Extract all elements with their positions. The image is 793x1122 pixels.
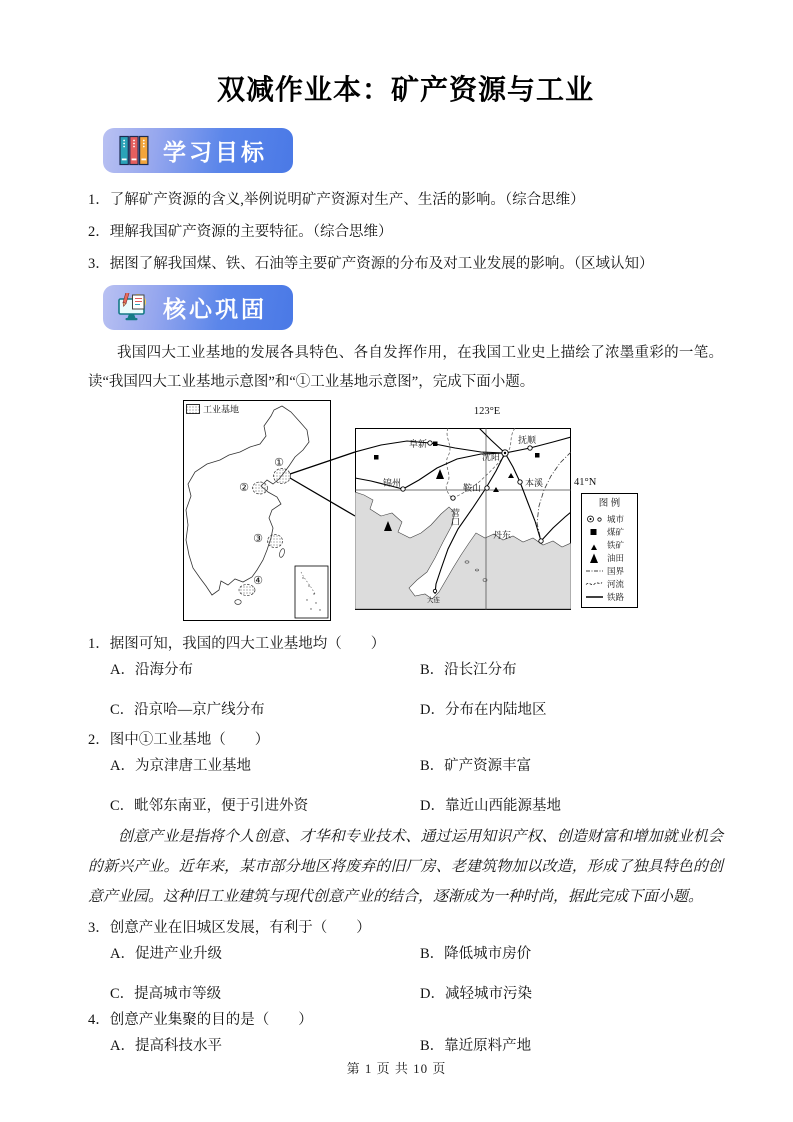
latitude-label: 41°N	[574, 477, 597, 488]
question-3-stem: 3．创意产业在旧城区发展，有利于（ ）	[88, 920, 371, 936]
core-badge	[103, 285, 293, 330]
question-2-options	[88, 756, 723, 816]
industrial-base-detail-map	[355, 428, 571, 610]
intro-paragraph: 我国四大工业基地的发展各具特色、各自发挥作用，在我国工业史上描绘了浓墨重彩的一笔。读“我国四大工业基地示意图”和“①工业基地示意图”，完成下面小题。	[88, 345, 723, 390]
question-3-option-d: D．减轻城市污染	[420, 986, 532, 1002]
city-label-shenyang: 沈阳	[482, 452, 501, 462]
legend-item-oil: 油田	[607, 553, 625, 563]
base-label-2: ②	[239, 482, 249, 494]
city-label-fushun: 抚顺	[518, 435, 537, 445]
question-1-option-c: C．沿京哈—京广线分布	[110, 702, 265, 718]
longitude-label: 123°E	[473, 406, 501, 417]
objective-item: 1．了解矿产资源的含义,举例说明矿产资源对生产、生活的影响。（综合思维）	[88, 192, 585, 208]
objectives-badge	[103, 128, 293, 173]
question-4-option-a: A．提高科技水平	[110, 1038, 222, 1054]
question-3-options	[88, 944, 723, 1004]
legend-item-iron: 铁矿	[607, 540, 625, 550]
china-overview-map	[183, 400, 331, 621]
question-4-options	[88, 1036, 723, 1056]
page-title: 双减作业本：矿产资源与工业	[216, 74, 594, 105]
base-label-4: ④	[253, 575, 263, 587]
question-3	[88, 918, 723, 1004]
question-1-option-a: A．沿海分布	[110, 662, 193, 678]
city-label-dandong: 丹东	[493, 530, 512, 540]
city-label-jinzhou: 锦州	[383, 478, 402, 488]
question-2-stem: 2．图中①工业基地（ ）	[88, 732, 270, 748]
industrial-bases-legend-label: 工业基地	[203, 404, 240, 415]
question-4-stem: 4．创意产业集聚的目的是（ ）	[88, 1012, 313, 1028]
south-china-sea-inset	[295, 566, 328, 618]
city-label-yingkou: 营口	[450, 508, 460, 526]
core-badge-label: 核心巩固	[163, 296, 267, 322]
legend-item-city: 城市	[607, 514, 625, 524]
question-3-option-c: C．提高城市等级	[110, 986, 222, 1002]
question-2-option-a: A．为京津唐工业基地	[110, 758, 251, 774]
books-icon	[116, 133, 152, 169]
question-2-option-b: B．矿产资源丰富	[420, 758, 532, 774]
objective-item: 2．理解我国矿产资源的主要特征。（综合思维）	[88, 224, 393, 240]
legend-item-railway: 铁路	[607, 592, 625, 602]
legend-item-river: 河流	[607, 579, 625, 589]
question-1-options	[88, 660, 723, 720]
legend-item-coal: 煤矿	[607, 527, 625, 537]
base-label-3: ③	[253, 533, 263, 545]
city-label-anshan: 鞍山	[463, 483, 482, 493]
objectives-badge-label: 学习目标	[163, 139, 267, 165]
industrial-base-swatch	[187, 405, 200, 414]
map-legend	[581, 493, 638, 608]
question-3-option-b: B．降低城市房价	[420, 946, 532, 962]
question-2-option-d: D．靠近山西能源基地	[420, 798, 561, 814]
question-4	[88, 1010, 723, 1056]
base-label-1: ①	[274, 457, 284, 469]
question-1-option-d: D．分布在内陆地区	[420, 702, 547, 718]
question-4-option-b: B．靠近原料产地	[420, 1038, 532, 1054]
objective-item: 3．据图了解我国煤、铁、石油等主要矿产资源的分布及对工业发展的影响。（区域认知）	[88, 256, 654, 272]
city-label-benxi: 本溪	[525, 478, 544, 488]
legend-item-boundary: 国界	[607, 566, 625, 576]
question-1	[88, 634, 723, 720]
page-footer: 第 1 页 共 10 页	[346, 1061, 447, 1076]
objectives-list	[88, 184, 723, 280]
legend-title: 图 例	[598, 499, 621, 509]
question-1-option-b: B．沿长江分布	[420, 662, 517, 678]
question-1-stem: 1．据图可知，我国的四大工业基地均（ ）	[88, 636, 386, 652]
question-3-option-a: A．促进产业升级	[110, 946, 222, 962]
city-label-dalian: 大连	[427, 597, 440, 604]
city-label-fuxin: 阜新	[409, 439, 428, 449]
creative-intro-paragraph: 创意产业是指将个人创意、才华和专业技术、通过运用知识产权、创造财富和增加就业机会的新兴产业。近年来，某市部分地区将废弃的旧厂房、老建筑物加以改造，形成了独具特色的创意产业园。这种旧工业建筑与现代创意产业的结合，逐渐成为一种时尚，据此完成下面小题。	[88, 829, 723, 905]
maps-figure	[183, 400, 648, 624]
question-2-option-c: C．毗邻东南亚，便于引进外资	[110, 798, 309, 814]
monitor-pencil-icon	[116, 290, 152, 326]
question-2	[88, 730, 723, 816]
